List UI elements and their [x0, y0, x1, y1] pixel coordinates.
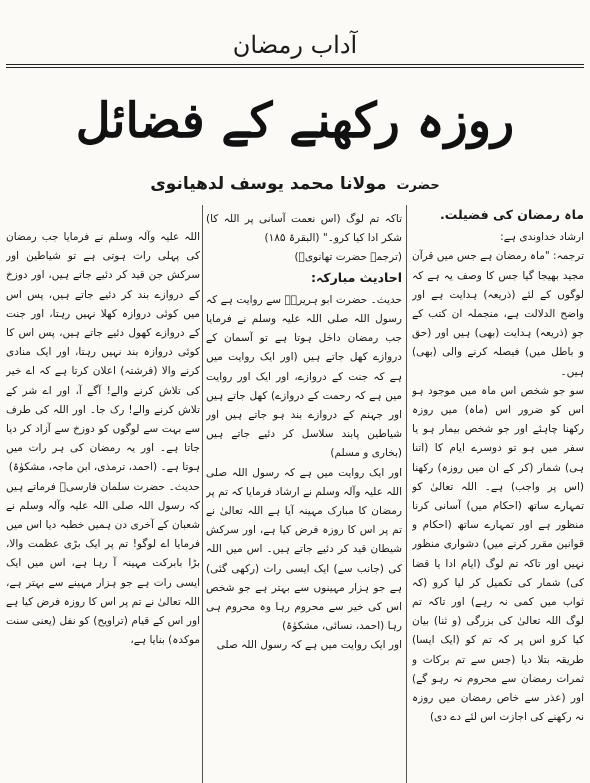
- author-prefix: حضرت: [396, 178, 440, 193]
- paragraph: سو جو شخص اس ماہ میں موجود ہو اس کو ضرور اس (ماہ) میں روزہ رکھنا چاہئے اور جو شخص بیمار ہو یا سفر میں ہو تو دوسرے ایام کا (اتنا ہی) شمار (کر کے ان میں روزہ) رکھنا (اس پر واجب) ہے۔ اللہ تعالیٰ کو تمہارے ساتھ (احکام میں) آسانی کرنا منظور ہے اور تمہارے ساتھ (احکام و قوانین مقرر کرنے میں) دشواری منظور نہیں اور تاکہ تم لوگ (ایام ادا یا قضا کی) شمار کی تکمیل کر لیا کرو (کہ ثواب میں کمی نہ رہے) اور تاکہ تم لوگ اللہ تعالیٰ کی بزرگی (و ثنا) بیان کیا کرو اس پر کہ تم کو (ایک ایسا) طریقہ بتلا دیا (جس سے تم برکات و ثمرات رمضان سے محروم نہ رہو گے) اور (عذر سے خاص رمضان میں روزہ نہ رکھنے کی اجازت اس لئے دے دی): [412, 384, 584, 724]
- header-rule-double: [6, 67, 584, 68]
- paragraph: اللہ علیہ وآلہ وسلم نے فرمایا جب رمضان کی پہلی رات ہوتی ہے تو شیاطین اور سرکش جن قید کر دئیے جاتے ہیں، اور دوزخ کے دروازے بند کر دئیے جاتے ہیں، پس اس میں کوئی دروازہ کھلا نہیں رہتا، اور جنت کے دروازے کھول دئیے جاتے ہیں، پس اس کا کوئی دروازہ بند نہیں رہتا، اور ایک منادی کرنے والا (فرشتہ) اعلان کرتا ہے کہ اے خیر کی تلاش کرنے والے! آگے آ، اور اے شر کے تلاش کرنے والے! رک جا۔ اور اللہ کی طرف سے بہت سے لوگوں کو دوزخ سے آزاد کر دیا جاتا ہے۔ اور یہ رمضان کی ہر رات میں ہوتا ہے۔ (احمد، ترمذی، ابن ماجہ، مشکوٰۃ): [6, 231, 200, 474]
- paragraph: حدیث۔ حضرت سلمان فارسیؓ فرماتے ہیں کہ رسول اللہ صلی اللہ علیہ وآلہ وسلم نے شعبان کے آخری دن ہمیں خطبہ دیا اس میں فرمایا اے لوگو! تم پر ایک بڑی عظمت والا، بڑا بابرکت مہینہ آ رہا ہے، اس میں ایک ایسی رات ہے جو ہزار مہینے سے بہتر ہے، اللہ تعالیٰ نے تم پر اس کا روزہ فرض کیا ہے اور اس کے قیام (تراویح) کو نفل (یعنی سنت موکدہ) بنایا ہے،: [6, 480, 200, 647]
- paragraph: (ترجمہ حضرت تھانویؒ): [294, 251, 402, 264]
- subheading: احادیث مبارکہ:: [310, 269, 402, 285]
- article-title: روزہ رکھنے کے فضائل: [75, 93, 515, 149]
- column-divider: [406, 205, 407, 783]
- paragraph: حدیث۔ حضرت ابو ہریرہؓ سے روایت ہے کہ رسول اللہ صلی اللہ علیہ وسلم نے فرمایا جب رمضان داخل ہوتا ہے تو آسمان کے دروازے کھل جاتے ہیں (اور ایک روایت میں ہے کہ جنت کے دروازے، اور ایک اور روایت میں ہے کہ رحمت کے دروازے) کھل جاتے ہیں اور جہنم کے دروازے بند ہو جاتے ہیں اور شیاطین پابند سلاسل کر دئیے جاتے ہیں (بخاری و مسلم): [206, 293, 402, 460]
- author-name: مولانا محمد یوسف لدھیانوی: [150, 174, 387, 194]
- paragraph: تاکہ تم لوگ (اس نعمت آسانی پر اللہ کا) شکر ادا کیا کرو۔" (البقرۃ ۱۸۵): [206, 213, 402, 245]
- column-right: [412, 205, 584, 783]
- section-title: آداب رمضان: [232, 31, 358, 59]
- paragraph: ترجمہ: "ماہ رمضان ہے جس میں قرآن مجید بھیجا گیا جس کا وصف یہ ہے کہ لوگوں کے لئے (ذریعہ) ہدایت ہے اور واضح الدلالت ہے، منجملہ ان کتب کے جو (ذریعہ) ہدایت (بھی) ہیں اور (حق و باطل میں) فیصلہ کرنے والی (بھی) ہیں۔: [412, 250, 584, 378]
- column-divider: [202, 205, 203, 783]
- subheading: ماہ رمضان کی فضیلت.: [439, 207, 584, 222]
- paragraph: ارشاد خداوندی ہے:: [500, 231, 584, 244]
- author-byline: [0, 174, 590, 194]
- column-middle: [206, 210, 402, 783]
- header-rule: [6, 64, 584, 65]
- paragraph: اور ایک روایت میں ہے کہ رسول اللہ صلی: [216, 639, 402, 652]
- paragraph: اور ایک روایت میں ہے کہ رسول اللہ صلی اللہ علیہ وآلہ وسلم نے ارشاد فرمایا کہ تم پر رمضان کا مبارک مہینہ آیا ہے اللہ تعالیٰ نے تم پر اس کا روزہ فرض کیا ہے، اور سرکش شیطان قید کر دئیے جاتے ہیں۔ اس میں اللہ کی (جانب سے) ایک ایسی رات (رکھی گئی) ہے جو ہزار مہینوں سے بہتر ہے جو شخص اس کی خیر سے محروم رہا وہ محروم ہی رہا (احمد، نسائی، مشکوٰۃ): [206, 466, 402, 633]
- column-left: [6, 228, 200, 783]
